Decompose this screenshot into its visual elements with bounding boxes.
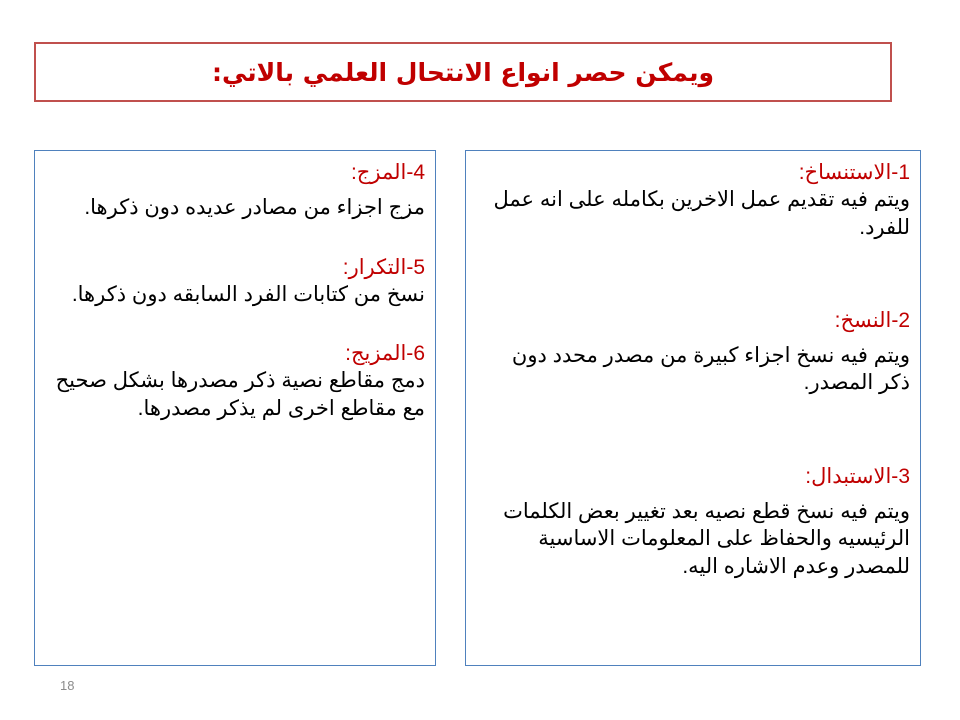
item-heading: 1-الاستنساخ: [798,161,910,184]
item-body: مزج اجزاء من مصادر عديده دون ذكرها. [84,196,425,220]
item-mixture [45,340,425,422]
item-body: نسخ من كتابات الفرد السابقه دون ذكرها. [71,282,425,306]
item-body: ويتم فيه نسخ قطع نصيه بعد تغيير بعض الكلمات الرئيسيه والحفاظ على المعلومات الاساسية للمصدر وعدم الاشاره اليه. [503,500,910,578]
page-number: 18 [60,678,75,693]
right-column [465,150,921,666]
slide-title: ويمكن حصر انواع الانتحال العلمي بالاتي: [212,57,714,87]
item-heading: 3-الاستبدال: [805,464,910,488]
item-repetition [45,254,425,309]
item-heading: 5-التكرار: [342,255,425,279]
item-heading: 6-المزيج: [345,342,425,366]
item-mixing [45,159,425,222]
title-box [34,42,892,102]
left-column [34,150,436,666]
item-body: ويتم فيه تقديم عمل الاخرين بكامله على انه عمل للفرد. [493,188,910,239]
item-heading: 2-النسخ: [834,308,910,332]
item-substitution [476,463,910,580]
item-duplication [476,307,910,397]
item-copying [476,159,910,241]
item-body: ويتم فيه نسخ اجزاء كبيرة من مصدر محدد دون ذكر المصدر. [511,344,910,395]
item-body: دمج مقاطع نصية ذكر مصدرها بشكل صحيح مع مقاطع اخرى لم يذكر مصدرها. [55,369,425,420]
item-heading: 4-المزج: [350,161,425,184]
